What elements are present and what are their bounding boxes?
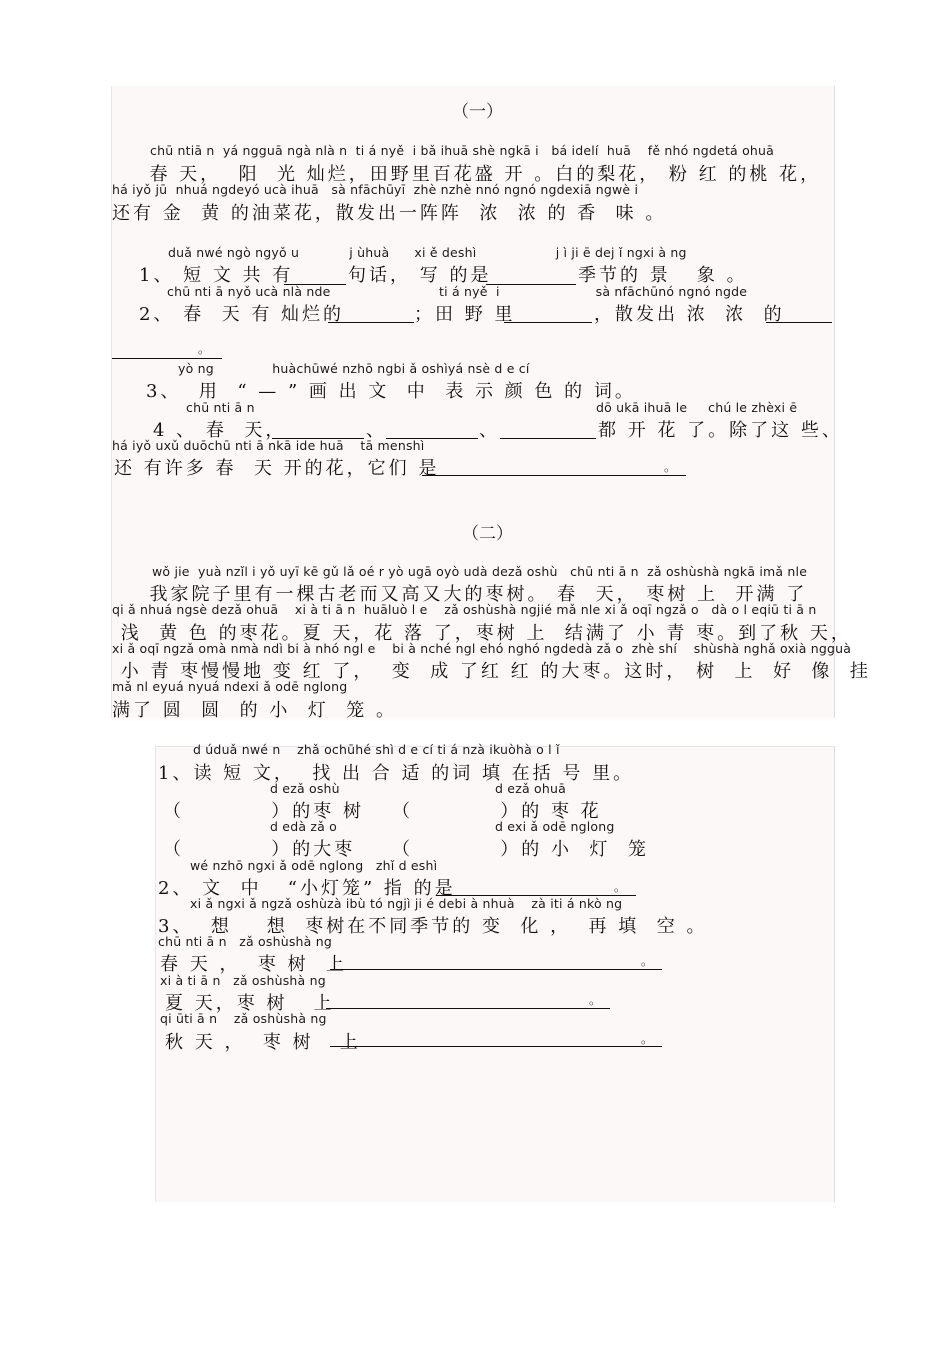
question-four-pinyin-a: chū nti ā n <box>186 400 255 415</box>
s2-q1-row1-pinyin-b: d ezǎ ohuā <box>495 781 566 796</box>
question-four-text-a: 4 、 春 天， <box>153 420 287 441</box>
question-three-pinyin: yò ng huàchūwé nzhō ngbi ǎ oshìyá nsè d e cí <box>178 361 530 376</box>
question-four-pinyin-c: há iyǒ uxǔ duōchū nti ā nkā ide huā tā menshì <box>112 438 425 453</box>
s2-spring-pinyin: chū nti ā n zǎ oshùshà ng <box>158 934 332 949</box>
s2-q1-row1-pinyin-a: d ezǎ oshù <box>270 781 340 796</box>
question-two-text-a: 2、 春 天 有 灿烂的 <box>139 304 345 325</box>
s2-spring-period: 。 <box>641 954 657 968</box>
question-two-text-c: ，散发出 浓 浓 的 <box>594 304 785 325</box>
s2-summer-blank[interactable] <box>326 1008 610 1009</box>
question-two-period: 。 <box>198 342 214 356</box>
s2-summer-pinyin: xi à ti ā n zǎ oshùshà ng <box>160 973 326 988</box>
passage-two-line1-pinyin: wǒ jie yuà nzǐl i yǒ uyī kē gǔ lǎ oé r yò ugā oyò udà dezǎ oshù chū nti ā n zǎ oshùshà ngkā imǎ nle <box>152 564 808 579</box>
s2-q1-row2-pinyin-b: d exi ǎ odē nglong <box>495 819 615 834</box>
question-four-pinyin-b: dō ukā ihuā le chú le zhèxi ē <box>596 400 798 415</box>
s2-q1-row1-item-b[interactable]: （ ）的 枣 花 <box>392 801 602 822</box>
s2-summer-period: 。 <box>589 993 605 1007</box>
passage-one-line2-pinyin: há iyǒ jū nhuá ngdeyó ucà ihuā sà nfāchūyī zhè nzhè nnó ngnó ngdexiā ngwè i <box>112 182 639 197</box>
question-two-pinyin: chū nti ā nyǒ ucà nlà nde ti á nyě i sà nfāchūnó ngnó ngde <box>167 284 748 299</box>
question-four-period: 。 <box>664 460 680 474</box>
question-two-blank-2[interactable] <box>504 322 592 323</box>
passage-two-line4-pinyin: mǎ nl eyuá nyuá ndexi ǎ odē nglong <box>112 679 348 694</box>
question-four-text-c: 还 有许多 春 天 开的花，它们 是 <box>114 458 440 479</box>
s2-q1-row1-item-a[interactable]: （ ）的枣 树 <box>163 801 364 822</box>
question-three-text: 3、 用 “ — ” 画 出 文 中 表 示 颜 色 的 词。 <box>146 381 636 402</box>
passage-two-line2-pinyin: qi ǎ nhuá ngsè dezǎ ohuā xi à ti ā n huāluò l e zǎ oshùshà ngjié mǎ nle xi ǎ oqī ngzǎ o dà o l eqiū ti ā n <box>112 602 817 617</box>
s2-autumn-blank[interactable] <box>330 1046 662 1047</box>
question-two-blank-3-continued[interactable] <box>112 358 222 359</box>
question-four-sep-1: 、 <box>366 420 387 441</box>
s2-spring-text: 春 天 ， 枣 树 上 <box>160 954 348 975</box>
passage-two-line1-text: 我家院子里有一棵古老而又高又大的枣树。 春 天， 枣树 上 开满 了 <box>132 584 808 605</box>
question-four-sep-2: 、 <box>479 420 500 441</box>
s2-q1-row2-item-a[interactable]: （ ）的大枣 <box>163 839 356 860</box>
s2-autumn-period: 。 <box>641 1032 657 1046</box>
passage-two-line2-text: 浅 黄 色 的枣花。夏 天，花 落 了，枣树 上 结满了 小 青 枣。到了秋 天， <box>112 623 852 644</box>
question-one-text-b: 句话， 写 的是 <box>348 265 492 286</box>
s2-summer-text: 夏 天，枣 树 上 <box>165 993 335 1014</box>
s2-question-two-period: 。 <box>614 880 630 894</box>
question-two-text-b: ；田 野 里 <box>414 304 516 325</box>
s2-question-three-pinyin: xi ǎ ngxi ǎ ngzǎ oshùzà ibù tó ngjì ji é debi à nhuà zà iti á nkò ng <box>190 896 623 911</box>
question-two-blank-3[interactable] <box>766 322 832 323</box>
question-four-text-b: 都 开 花 了。除了这 些、 <box>598 420 843 441</box>
s2-spring-blank[interactable] <box>330 969 662 970</box>
passage-two-line4-text: 满了 圆 圆 的 小 灯 笼 。 <box>112 700 397 721</box>
passage-one-line2-text: 还有 金 黄 的油菜花，散发出一阵阵 浓 浓 的 香 味 。 <box>112 203 667 224</box>
s2-question-three-text: 3、 想 想 枣树在不同季节的 变 化 ， 再 填 空 。 <box>158 916 708 937</box>
s2-question-two-pinyin: wé nzhō ngxi ǎ odē nglong zhǐ d eshì <box>190 858 438 873</box>
passage-one-line1-pinyin: chū ntiā n yá ngguā ngà nlà n ti á nyě i bǎ ihuā shè ngkā i bá idelí huā fě nhó ngdetá ohuā <box>150 143 775 158</box>
s2-autumn-pinyin: qi ūti ā n zǎ oshùshà ng <box>160 1011 327 1026</box>
s2-q1-row2-item-b[interactable]: （ ）的 小 灯 笼 <box>392 839 649 860</box>
passage-one-line1-text: 春 天， 阳 光 灿烂，田野里百花盛 开 。白的梨花， 粉 红 的桃 花， <box>132 164 822 185</box>
question-four-blank-3[interactable] <box>500 438 596 439</box>
s2-question-one-pinyin: d úduǎ nwé n zhǎ ochūhé shì d e cí ti á nzà ikuòhà o l ǐ <box>193 742 560 757</box>
question-four-blank-4[interactable] <box>422 475 686 476</box>
passage-two-line3-pinyin: xi ǎ oqī ngzǎ omà nmà ndì bi à nhó ngl e bi à nché ngl ehó nghó ngdedà zǎ o zhè shí shùshà nghǎ oxià ngguà <box>112 641 852 656</box>
question-two-blank-1[interactable] <box>328 322 414 323</box>
s2-autumn-text: 秋 天 ， 枣 树 上 <box>165 1032 361 1053</box>
section-one-heading: （一） <box>452 102 503 122</box>
s2-question-two-text: 2、 文 中 “小灯笼” 指 的是 <box>158 878 456 899</box>
question-one-text-a: 1、 短 文 共 有 <box>139 265 294 286</box>
section-two-heading: （二） <box>462 524 513 544</box>
s2-q1-row2-pinyin-a: d edà zǎ o <box>270 819 338 834</box>
passage-two-line3-text: 小 青 枣慢慢地 变 红 了， 变 成 了红 红 的大枣。这时， 树 上 好 像 挂 <box>112 661 871 682</box>
question-one-pinyin: duǎ nwé ngò ngyǒ u j ùhuà xi ě deshì j ì ji ē dej ǐ ngxi à ng <box>168 245 687 260</box>
s2-question-one-text: 1、读 短 文， 找 出 合 适 的词 填 在括 号 里。 <box>158 763 635 784</box>
question-one-text-c: 季节的 景 象 。 <box>578 265 748 286</box>
